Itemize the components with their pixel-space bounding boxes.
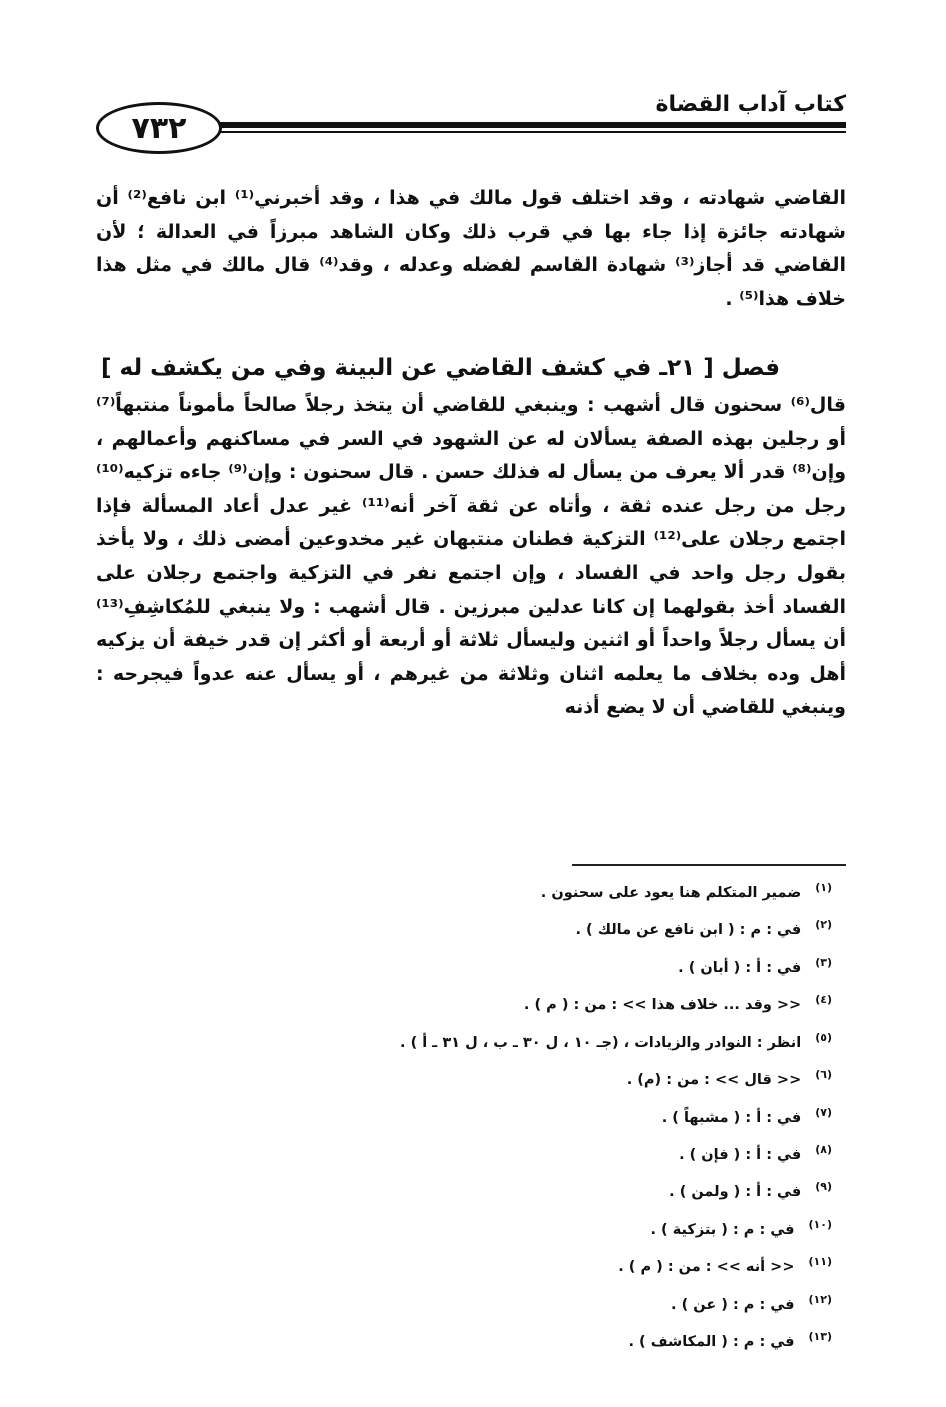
footnote-text: في : أ : ( ولمن ) . [669, 1184, 802, 1201]
footnote-text: << أنه >> : من : ( م ) . [618, 1259, 795, 1276]
footnote-text: في : أ : ( أبان ) . [678, 959, 802, 976]
footnote [96, 1209, 832, 1246]
footnote-number: (١٣) [808, 1330, 832, 1344]
page-number-badge [96, 102, 222, 154]
footnote [96, 1097, 832, 1134]
footnote [96, 1321, 832, 1358]
page-header [96, 86, 846, 148]
paragraph-1: القاضي شهادته ، وقد اختلف قول مالك في هذا ، وقد أخبرني⁽¹⁾ ابن نافع⁽²⁾ أن شهادته جائزة إذا جاء بها في قرب ذلك وكان الشاهد مبرزاً في العدالة ؛ لأن القاضي قد أجاز⁽³⁾ شهادة القاسم لفضله وعدله ، وقد⁽⁴⁾ قال مالك في مثل هذا خلاف هذا⁽⁵⁾ . [96, 187, 847, 310]
footnote-number: (١٢) [808, 1292, 832, 1306]
header-rule-thin [204, 131, 846, 133]
footnote-number: (١١) [808, 1255, 832, 1269]
footnote-number: (٦) [815, 1068, 832, 1082]
footnote-number: (١) [815, 881, 832, 894]
footnote-text: << قال >> : من : (م) . [626, 1071, 802, 1088]
footnote-text: ضمير المتكلم هنا يعود على سحنون . [540, 884, 802, 901]
footnote [96, 1022, 832, 1059]
paragraph-2: قال⁽⁶⁾ سحنون قال أشهب : وينبغي للقاضي أن يتخذ رجلاً صالحاً مأموناً منتبهاً⁽⁷⁾ أو رجلين بهذه الصفة يسألان له عن الشهود في السر في مساكنهم وأعمالهم ، وإن⁽⁸⁾ قدر ألا يعرف من يسأل له فذلك حسن . قال سحنون : وإن⁽⁹⁾ جاءه تزكيه⁽¹⁰⁾ رجل من رجل عنده ثقة ، وأتاه عن ثقة آخر أنه⁽¹¹⁾ غير عدل أعاد المسألة فإذا اجتمع رجلان على⁽¹²⁾ التزكية فطنان منتبهان غير مخدوعين أمضى ذلك ، ولا يأخذ بقول رجل واحد في الفساد ، وإن اجتمع نفر في التزكية واجتمع رجلان على الفساد أخذ بقولهما إن كانا عدلين مبرزين . قال أشهب : ولا ينبغي للمُكاشِفِ⁽¹³⁾ أن يسأل رجلاً واحداً أو اثنين وليسأل ثلاثة أو أربعة أو أكثر إن قدر خيفة أن يزكيه أهل وده بخلاف ما يعلمه اثنان وثلاثة من غيرهم ، أو يسأل عنه عدواً فيجرحه : وينبغي للقاضي أن لا يضع أذنه [96, 394, 847, 719]
footnote-text: في : م : ( بتزكية ) . [650, 1221, 795, 1238]
footnote-number: (٩) [815, 1180, 832, 1194]
footnote [96, 984, 832, 1021]
footnote-number: (١٠) [808, 1217, 832, 1231]
footnote [96, 909, 832, 946]
footnote [96, 1171, 832, 1208]
footnote [96, 872, 832, 909]
footnote-number: (٨) [815, 1142, 832, 1156]
book-title: كتاب آداب القضاة [655, 92, 846, 117]
section-heading: فصل [ ٢١ـ في كشف القاضي عن البينة وفي من يكشف له ] [100, 355, 780, 381]
footnote-separator [572, 864, 846, 866]
page-number: ٧٣٢ [131, 110, 187, 146]
footnote-text: في : أ : ( فإن ) . [679, 1146, 802, 1163]
footnote-text: في : م : ( عن ) . [671, 1296, 795, 1313]
footnotes-list [96, 872, 832, 1358]
footnote-text: انظر : النوادر والزيادات ، (جـ ١٠ ، ل ٣٠ ـ ب ، ل ٣١ ـ أ ) . [400, 1034, 802, 1051]
footnote [96, 1246, 832, 1283]
footnote-text: << وقد ... خلاف هذا >> : من : ( م ) . [523, 997, 802, 1014]
footnote-number: (٧) [815, 1105, 832, 1119]
footnote-number: (٣) [815, 955, 832, 969]
header-rule-thick [204, 122, 846, 128]
footnote [96, 947, 832, 984]
footnote-text: في : أ : ( مشبهاً ) . [661, 1109, 802, 1126]
footnote-text: في : م : ( ابن نافع عن مالك ) . [575, 922, 802, 939]
footnote-number: (٤) [815, 993, 832, 1007]
footnote [96, 1134, 832, 1171]
footnote-number: (٥) [815, 1030, 832, 1044]
footnote-text: في : م : ( المكاشف ) . [628, 1333, 795, 1350]
footnote-number: (٢) [815, 918, 832, 932]
footnote [96, 1284, 832, 1321]
footnote [96, 1059, 832, 1096]
